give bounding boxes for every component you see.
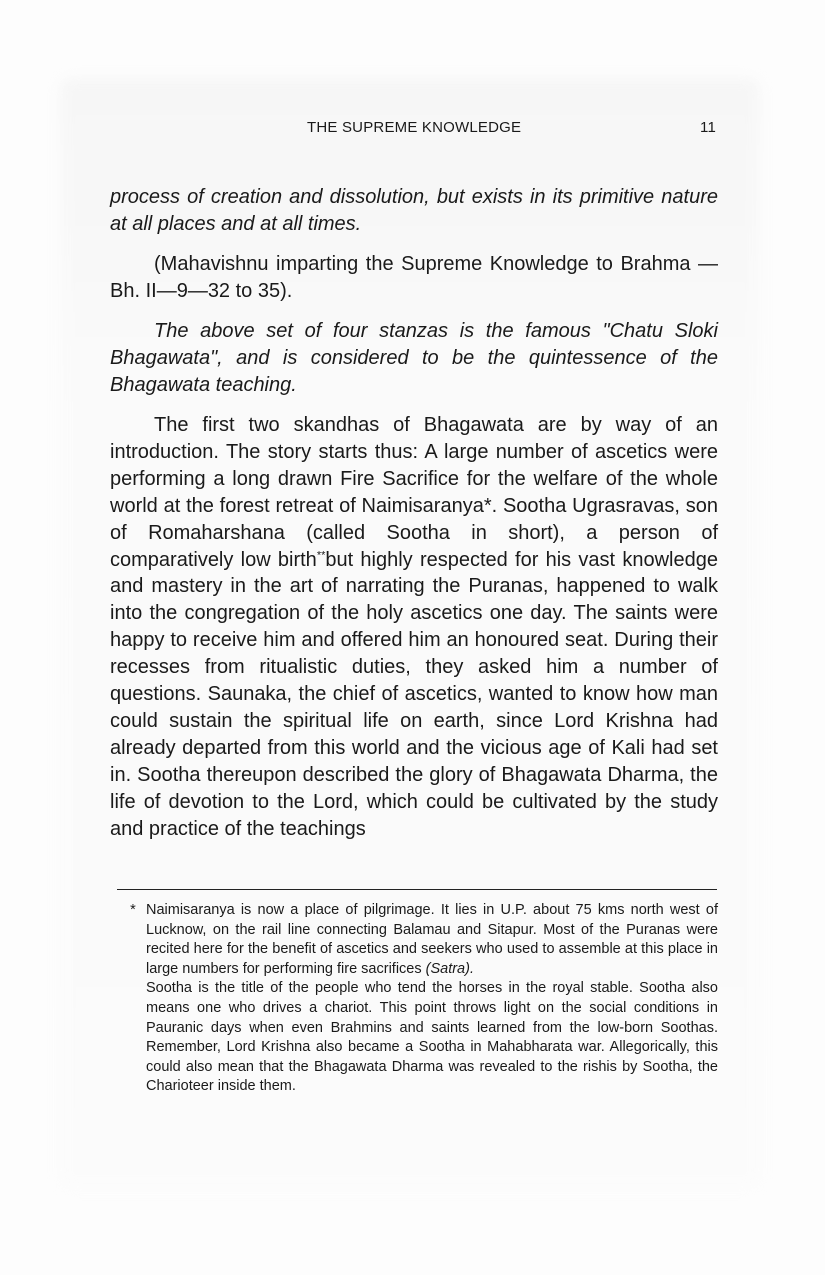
body-text	[110, 184, 718, 856]
footnotes	[120, 901, 718, 1097]
footnote-naimisaranya-italic: (Satra).	[425, 960, 474, 977]
paragraph-introduction-part-2: but highly respected for his vast knowledge and mastery in the art of narrating the Puranas, happened to walk into the congregation of the holy ascetics one day. The saints were happy to receive him and offered him an honoured seat. During their recesses from ritualistic duties, they asked him a number of questions. Saunaka, the chief of ascetics, wanted to know how man could sustain the spiritual life on earth, since Lord Krishna had already departed from this world and the vicious age of Kali had set in. Sootha thereupon described the glory of Bhagawata Dharma, the life of devotion to the Lord, which could be cultivated by the study and practice of the teachings	[110, 548, 718, 840]
page-number: 11	[700, 119, 716, 136]
running-head: THE SUPREME KNOWLEDGE	[307, 119, 522, 136]
page-header	[110, 119, 716, 141]
footnote-sootha: Sootha is the title of the people who tend the horses in the royal stable. Sootha also means one who drives a chariot. This point throws light on the social conditions in Pauranic days when even Brahmins and saints learned from the low-born Soothas. Remember, Lord Krishna also became a Sootha in Mahabharata war. Allegorically, this could also mean that the Bhagawata Dharma was revealed to the rishis by Sootha, the Charioteer inside them.	[146, 980, 718, 1095]
footnote-naimisaranya-text: Naimisaranya is now a place of pilgrimage. It lies in U.P. about 75 kms north west of Lucknow, on the rail line connecting Balamau and Sitapur. Most of the Puranas were recited here for the benefit of ascetics and seekers who used to assemble at this place in large numbers for performing fire sacrifices	[146, 902, 718, 977]
paragraph-introduction-part-1: The first two skandhas of Bhagawata are by way of an introduction. The story starts thus: A large number of ascetics were performing a long drawn Fire Sacrifice for the welfare of the whole world at the forest retreat of Naimisaranya*. Sootha Ugrasravas, son of Romaharshana (called Sootha in short), a person of comparatively low birth	[110, 414, 718, 571]
paragraph-continuation: process of creation and dissolution, but exists in its primitive nature at all places and at all times.	[110, 186, 718, 235]
footnote-naimisaranya	[120, 901, 718, 979]
footnote-mark: *	[130, 902, 136, 918]
footnote-reference-mark: **	[316, 548, 326, 561]
paragraph-chatu-sloki: The above set of four stanzas is the famous "Chatu Sloki Bhagawata", and is considered to be the quintessence of the Bhagawata teaching.	[110, 320, 718, 396]
footnote-divider	[117, 889, 717, 890]
paragraph-introduction	[110, 412, 718, 843]
paragraph-citation: (Mahavishnu imparting the Supreme Knowledge to Brahma — Bh. II—9—32 to 35).	[110, 253, 718, 302]
